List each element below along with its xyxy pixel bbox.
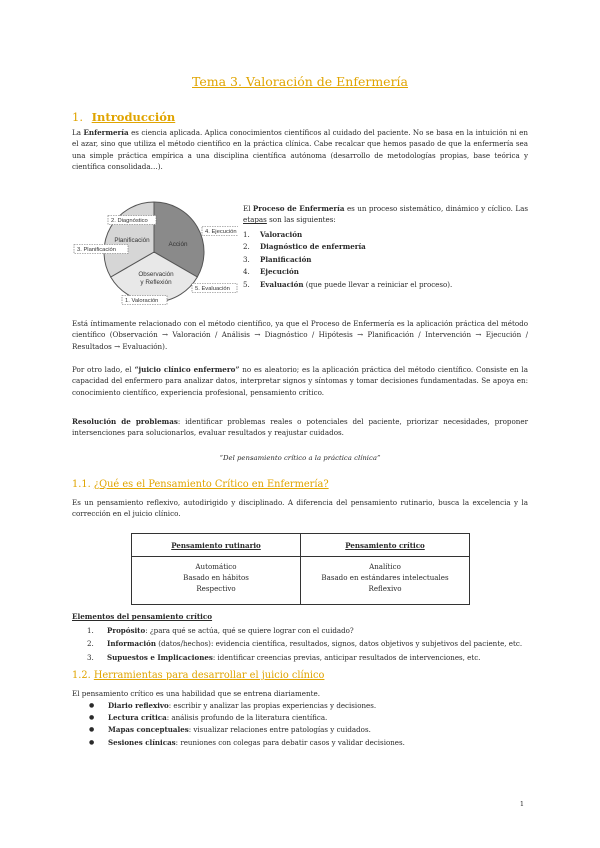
tool-text: : análisis profundo de la literatura científica.	[166, 713, 328, 723]
tag-diagnostico-text: 2. Diagnóstico	[111, 218, 148, 224]
element-item	[87, 651, 522, 664]
process-step	[243, 266, 452, 278]
step-number: 3.	[243, 254, 250, 264]
tool-term: Diario reflexivo	[108, 701, 169, 710]
pie-label-action: Acción	[168, 241, 188, 248]
tag-planificacion	[74, 245, 128, 254]
step-extra: (que puede llevar a reiniciar el proceso).	[303, 279, 453, 289]
problems-term: Resolución de problemas	[72, 417, 178, 426]
elements-heading: Elementos del pensamiento crítico	[72, 612, 213, 621]
tool-term: Mapas conceptuales	[108, 725, 189, 735]
section-1-1-title: ¿Qué es el Pensamiento Crítico en Enfermería?	[93, 479, 329, 490]
step-label: Evaluación	[260, 279, 304, 289]
stages-word: etapas	[243, 215, 267, 225]
tag-diagnostico	[108, 216, 156, 225]
critical-item: Basado en estándares intelectuales	[321, 573, 449, 582]
pie-label-observation: Observación y Reflexión	[138, 271, 174, 286]
process-paragraph	[243, 203, 528, 226]
section-1-2-number: 1.2.	[72, 670, 91, 681]
step-number: 2.	[243, 242, 250, 252]
element-number: 1.	[87, 626, 94, 635]
tool-term: Sesiones clínicas	[108, 737, 176, 747]
step-label: Planificación	[260, 254, 312, 264]
element-text: : ¿para qué se actúa, qué se quiere lograr con el cuidado?	[145, 626, 354, 635]
table-header-routine: Pensamiento rutinario	[132, 534, 301, 557]
elements-list	[87, 624, 522, 664]
table-cell-critical	[301, 557, 470, 605]
tools-paragraph: El pensamiento crítico es una habilidad que se entrena diariamente.	[72, 689, 320, 698]
element-number: 3.	[87, 652, 94, 662]
critical-thinking-paragraph: Es un pensamiento reflexivo, autodirigido y disciplinado. A diferencia del pensamiento rutinario, busca la excelencia y la corrección en el juicio clínico.	[72, 498, 528, 519]
process-step	[243, 254, 452, 266]
step-label: Valoración	[260, 230, 303, 239]
section-1-heading	[72, 110, 175, 124]
judgment-pre: Por otro lado, el	[72, 365, 135, 374]
critical-item: Reflexivo	[368, 584, 402, 593]
section-1-2-title: Herramientas para desarrollar el juicio clínico	[93, 670, 325, 681]
element-item	[87, 637, 522, 650]
tool-item	[87, 700, 405, 712]
judgment-post: no es aleatorio; es la aplicación práctica del método científico. Consiste en la capacidad del enfermero para analizar datos, interpretar signos y síntomas y tomar decisiones fundamentadas. Se apoya en: conocimiento científico, experiencia profesional, pensamiento crítico.	[72, 365, 528, 397]
process-steps-list	[243, 229, 452, 291]
tool-item	[87, 737, 405, 749]
tool-term: Lectura crítica	[108, 713, 167, 723]
routine-item: Respectivo	[196, 584, 236, 593]
element-term: Propósito	[107, 626, 146, 635]
process-pre: El	[243, 204, 253, 213]
element-term: Supuestos e Implicaciones	[107, 652, 213, 662]
pie-label-planning: Planificación	[114, 237, 150, 244]
routine-item: Automático	[195, 562, 237, 571]
process-step	[243, 279, 452, 291]
document-title: Tema 3. Valoración de Enfermería	[192, 74, 408, 89]
process-post: son las siguientes:	[266, 215, 336, 225]
method-paragraph: Está íntimamente relacionado con el método científico, ya que el Proceso de Enfermería es la aplicación práctica del método científico (Observación → Valoración / Análisis → Diagnóstico / Hipótesis → Planificación / Intervención → Ejecución / Resultados → Evaluación).	[72, 319, 528, 351]
step-number: 4.	[243, 267, 250, 277]
step-number: 5.	[243, 279, 250, 289]
process-term: Proceso de Enfermería	[252, 204, 345, 213]
tag-valoracion-text: 1. Valoración	[125, 298, 159, 304]
section-1-2-heading	[72, 670, 324, 681]
judgment-paragraph	[72, 364, 528, 398]
judgment-term: “juicio clínico enfermero”	[134, 365, 240, 374]
page-number: 1	[519, 800, 524, 808]
section-1-1-number: 1.1.	[72, 479, 91, 490]
tool-text: : reuniones con colegas para debatir casos y validar decisiones.	[175, 737, 405, 747]
tag-ejecucion-text: 4. Ejecución	[205, 229, 237, 235]
tool-text: : escribir y analizar las propias experiencias y decisiones.	[168, 701, 377, 710]
element-text: : identificar creencias previas, anticipar resultados de intervenciones, etc.	[212, 652, 481, 662]
process-mid: es un proceso sistemático, dinámico y cíclico. Las	[344, 204, 528, 213]
section-1-number: 1.	[72, 110, 83, 124]
problems-paragraph	[72, 416, 528, 439]
element-number: 2.	[87, 639, 94, 649]
tag-planificacion-text: 3. Planificación	[77, 247, 116, 253]
critical-item: Analítico	[369, 562, 401, 571]
intro-term: Enfermería	[83, 128, 129, 137]
intro-text: es ciencia aplicada. Aplica conocimientos científicos al cuidado del paciente. No se basa en la intuición ni en el azar, sino que utiliza el método científico en la práctica clínica. Cabe recalcar que hemos pasado de que la enfermería sea una simple práctica empírica a una disciplina científica autónoma (desarrollo de metodologías propias, base teórica y científica consolidada…).	[72, 128, 528, 172]
process-step	[243, 229, 452, 241]
intro-pre: La	[72, 128, 84, 137]
comparison-table	[131, 533, 470, 605]
process-step	[243, 241, 452, 253]
tool-item	[87, 712, 405, 724]
table-cell-routine	[132, 557, 301, 605]
step-label: Diagnóstico de enfermería	[260, 242, 366, 252]
intro-paragraph	[72, 127, 528, 173]
tag-valoracion	[122, 296, 167, 305]
tool-item	[87, 724, 405, 736]
section-1-1-heading	[72, 479, 329, 490]
element-term: Información	[107, 639, 157, 649]
element-text: (datos/hechos): evidencia científica, resultados, signos, datos objetivos y subjetivos del paciente, etc.	[156, 639, 523, 649]
quote: “Del pensamiento crítico a la práctica clínica”	[219, 454, 381, 462]
tag-evaluacion-text: 5. Evaluación	[195, 286, 230, 292]
nursing-process-diagram	[72, 190, 238, 312]
tag-ejecucion	[202, 227, 238, 236]
tag-evaluacion	[192, 284, 237, 293]
section-1-title: Introducción	[91, 110, 176, 124]
step-number: 1.	[243, 230, 250, 239]
table-header-critical: Pensamiento crítico	[301, 534, 470, 557]
step-label: Ejecución	[260, 267, 299, 277]
element-item	[87, 624, 522, 637]
problems-post: : identificar problemas reales o potenciales del paciente, priorizar necesidades, proponer intersenciones para solucionarlos, evaluar resultados y reajustar cuidados.	[72, 417, 529, 438]
routine-item: Basado en hábitos	[183, 573, 249, 582]
tools-list	[87, 700, 405, 749]
tool-text: : visualizar relaciones entre patologías y cuidados.	[188, 725, 371, 735]
